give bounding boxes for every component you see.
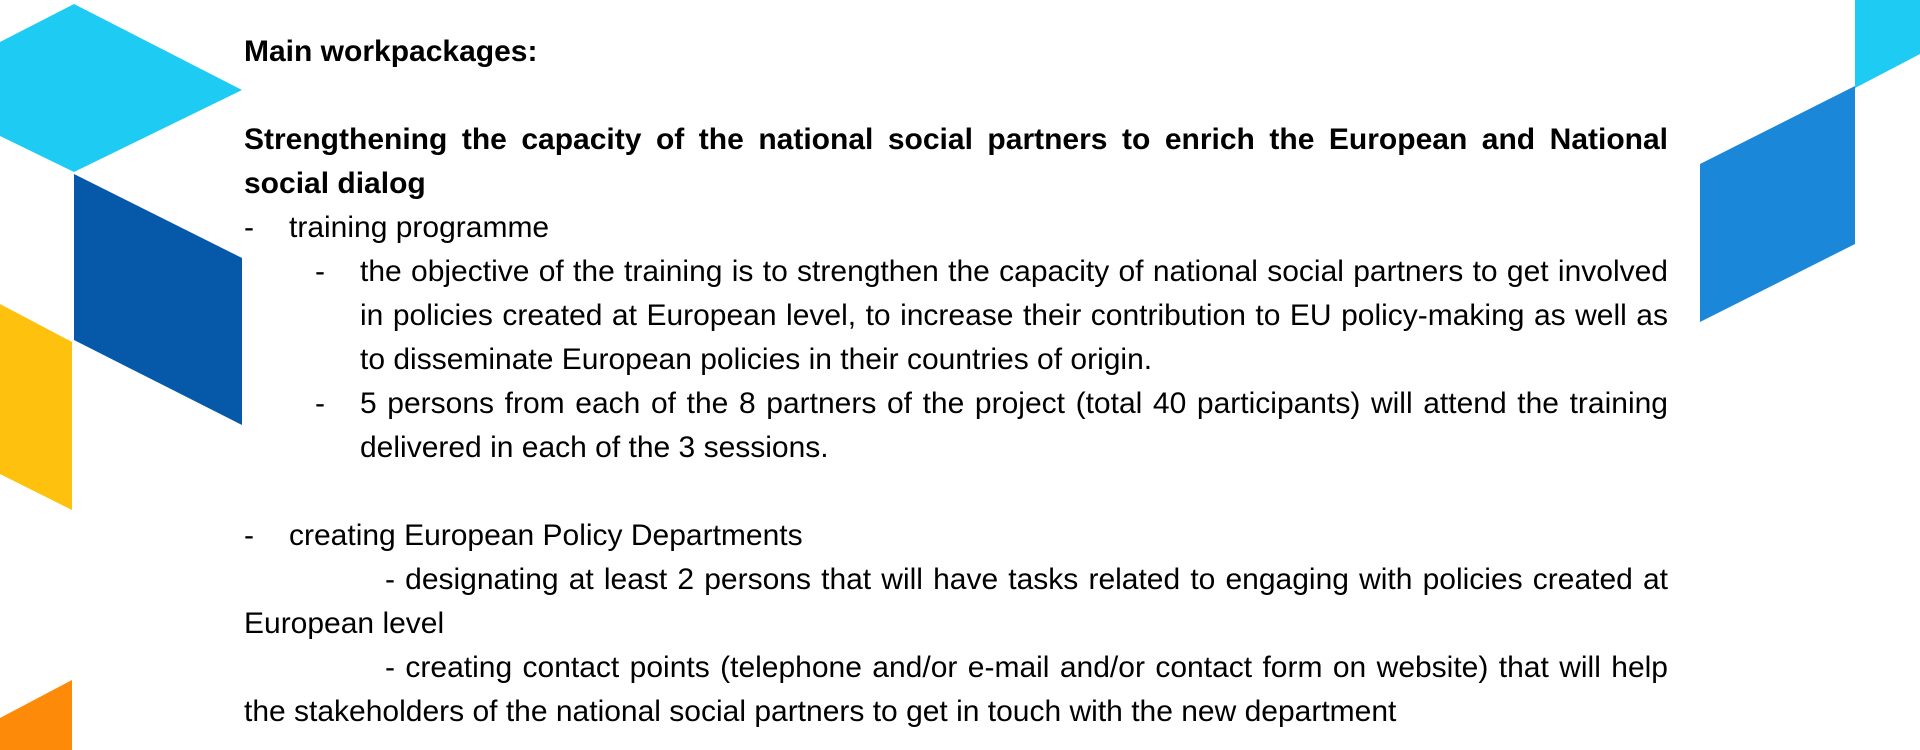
- spacer: [244, 470, 1668, 514]
- sub-list-item-objective: [315, 250, 1668, 382]
- paragraph-contact-points: - creating contact points (telephone and/or e-mail and/or contact form on website) that will help the stakeholders of the national social partners to get in touch with the new department: [244, 651, 1668, 728]
- cyan-rhombus-left: [0, 4, 242, 172]
- paragraph-designating-persons: - designating at least 2 persons that will have tasks related to engaging with policies created at European level: [244, 563, 1668, 640]
- main-workpackages-heading: Main workpackages:: [244, 35, 538, 68]
- dark-blue-parallelogram-left: [74, 174, 242, 425]
- sub-list-item-text: the objective of the training is to strengthen the capacity of national social partners to get involved in policies created at European level, to increase their contribution to EU policy-making as well as to disseminate European policies in their countries of origin.: [360, 255, 1668, 376]
- list-item-european-policy-departments: [244, 514, 1668, 558]
- list-item-training-programme: [244, 206, 1668, 250]
- dash-bullet: -: [315, 387, 325, 420]
- dash-bullet: -: [315, 255, 325, 288]
- list-item-label: creating European Policy Departments: [289, 519, 803, 552]
- orange-triangle-left: [0, 680, 72, 750]
- section-title: Strengthening the capacity of the national social partners to enrich the European and National social dialog: [244, 123, 1668, 200]
- cyan-shape-right: [1855, 0, 1920, 88]
- dash-bullet: -: [244, 519, 254, 552]
- sub-list-item-text: 5 persons from each of the 8 partners of the project (total 40 participants) will attend the training delivered in each of the 3 sessions.: [360, 387, 1668, 464]
- sub-list-item-participants: [315, 382, 1668, 470]
- dash-bullet: -: [244, 211, 254, 244]
- blue-parallelogram-right: [1700, 86, 1855, 322]
- yellow-parallelogram-left: [0, 304, 72, 510]
- document-body: [244, 30, 1668, 734]
- list-item-label: training programme: [289, 211, 550, 244]
